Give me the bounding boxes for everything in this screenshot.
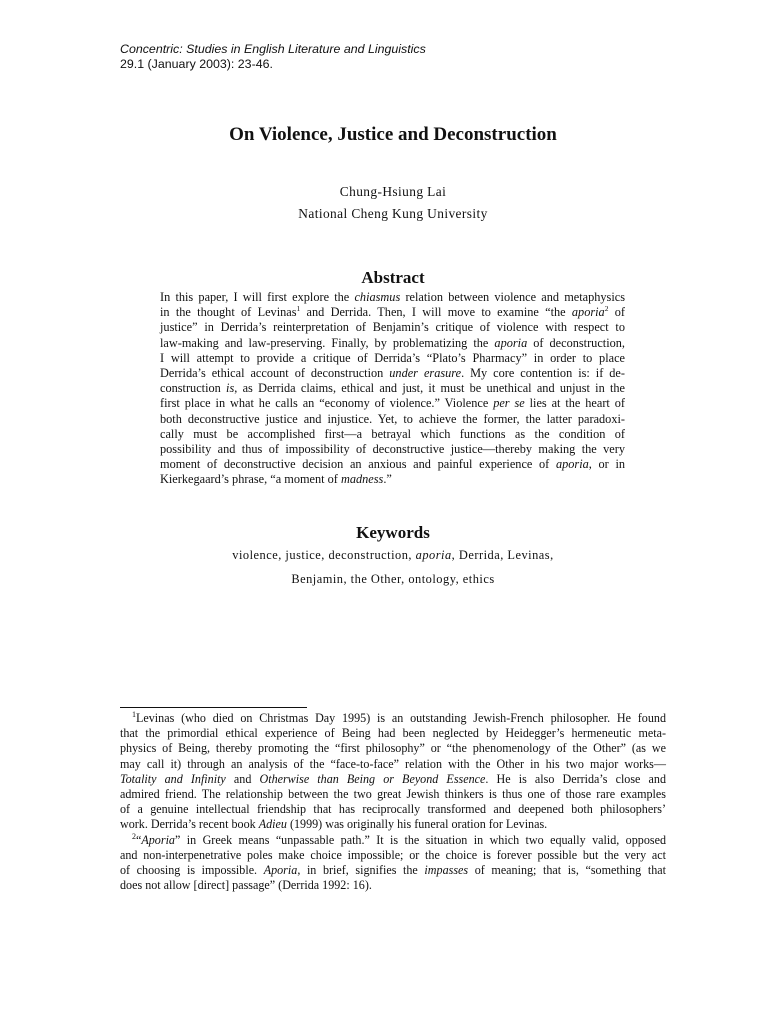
- abstract-line: law-making and law-preserving. Finally, by problematizing the aporia of deconstruction,: [160, 335, 625, 350]
- author-affiliation: National Cheng Kung University: [298, 206, 488, 221]
- abstract-line: Derrida’s ethical account of deconstruction under erasure. My core contention is: if de-: [160, 366, 625, 381]
- keywords-line-1: violence, justice, deconstruction, aporia, Derrida, Levinas,: [232, 548, 554, 562]
- abstract-italic: is: [226, 381, 235, 396]
- footnote-line: and non-interpenetrative poles make choice impossible; or the choice is forever possible but the very act: [120, 847, 666, 862]
- abstract-line: construction is, as Derrida claims, ethical and just, it must be unethical and unjust in the: [160, 381, 625, 396]
- keywords-heading: Keywords: [356, 523, 430, 542]
- abstract-line: both deconstructive justice and injustice. Yet, to achieve the former, the latter paradoxi-: [160, 411, 625, 426]
- footnote-line: Totality and Infinity and Otherwise than Being or Beyond Essence. He is also Derrida’s close and: [120, 771, 666, 786]
- footnote-line: may call it) through an analysis of the “face-to-face” relation with the Other in his two major works—: [120, 756, 666, 771]
- abstract-italic: aporia: [555, 457, 589, 472]
- keyword-italic: aporia: [415, 548, 452, 562]
- author-name: Chung-Hsiung Lai: [339, 184, 447, 199]
- footnote-line: of a genuine intellectual friendship that has reciprocally transformed and deepened both philosophers’: [120, 802, 666, 817]
- footnote-divider: [120, 707, 307, 708]
- footnote-marker: 2: [132, 831, 136, 841]
- author-block: [0, 181, 768, 225]
- footnote-italic: Totality and Infinity: [120, 771, 226, 786]
- keywords-line-2: Benjamin, the Other, ontology, ethics: [291, 572, 495, 586]
- footnote-line: $^1$Levinas (who died on Christmas Day 1995) is an outstanding Jewish-French philosopher. He found: [132, 709, 666, 725]
- abstract-italic: aporia: [494, 335, 528, 350]
- footnote-reference-1[interactable]: 1: [296, 304, 301, 314]
- footnote-italic: Otherwise than Being or Beyond Essence: [259, 771, 486, 786]
- footnote-line: admired friend. The relationship between the two great Jewish thinkers is thus one of those rare examples: [120, 787, 666, 802]
- journal-header: [120, 42, 426, 72]
- abstract-line: first place in what he calls an “economy of violence.” Violence per se lies at the heart of: [160, 396, 625, 411]
- abstract-body: [160, 290, 625, 488]
- abstract-line: possibility and thus of impossibility of deconstructive justice—thereby making the very: [160, 442, 625, 457]
- footnote-2: [120, 833, 666, 894]
- journal-name: Concentric: Studies in English Literature and Linguistics: [120, 42, 426, 56]
- footnote-line: $^2$“Aporia” in Greek means “unpassable path.” It is the situation in which two equally valid, opposed: [132, 831, 666, 847]
- abstract-italic: aporia: [571, 305, 605, 320]
- abstract-line: justice” in Derrida’s reinterpretation of Benjamin’s critique of violence with respect to: [160, 320, 625, 335]
- abstract-italic: under erasure: [389, 366, 462, 381]
- abstract-line: In this paper, I will first explore the chiasmus relation between violence and metaphysics: [160, 290, 625, 304]
- footnote-italic: Aporia: [141, 832, 175, 847]
- footnote-italic: impasses: [424, 863, 469, 878]
- journal-issue: 29.1 (January 2003): 23-46.: [120, 57, 273, 71]
- abstract-line: moment of deconstructive decision an anxious and painful experience of aporia, or in: [160, 457, 626, 472]
- abstract-line: I will attempt to provide a critique of Derrida’s “Plato’s Pharmacy” in order to place: [160, 350, 625, 365]
- article-title: On Violence, Justice and Deconstruction: [229, 124, 557, 145]
- abstract-line: in the thought of Levinas$^1$ and Derrida. Then, I will move to examine “the aporia$^2$ of: [160, 304, 625, 320]
- footnote-line: does not allow [direct] passage” (Derrida 1992: 16).: [120, 878, 372, 893]
- abstract-line: Kierkegaard’s phrase, “a moment of madness.”: [160, 472, 392, 487]
- footnote-italic: Adieu: [258, 817, 287, 832]
- abstract-paragraph: [160, 290, 625, 488]
- footnote-line: that the primordial ethical experience of Being had been neglected by Heidegger’s hermeneutic meta-: [120, 726, 666, 741]
- abstract-italic: per se: [493, 396, 525, 411]
- footnote-italic: Aporia: [263, 863, 298, 878]
- footnote-reference-2[interactable]: 2: [604, 304, 609, 314]
- footnote-line: physics of Being, thereby promoting the “first philosophy” or “the phenomenology of the Other” (as we: [120, 741, 666, 756]
- footnote-1: [120, 711, 666, 833]
- footnotes: [120, 711, 666, 893]
- footnote-marker: 1: [132, 709, 136, 719]
- abstract-italic: chiasmus: [354, 290, 401, 304]
- abstract-line: cally must be accomplished first—a betrayal which functions as the condition of: [160, 426, 625, 441]
- footnote-line: work. Derrida’s recent book Adieu (1999) was originally his funeral oration for Levinas.: [120, 817, 548, 832]
- abstract-italic: madness: [340, 472, 384, 487]
- footnote-line: of choosing is impossible. Aporia, in brief, signifies the impasses of meaning; that is, “something that: [120, 863, 666, 878]
- abstract-heading: Abstract: [361, 268, 425, 287]
